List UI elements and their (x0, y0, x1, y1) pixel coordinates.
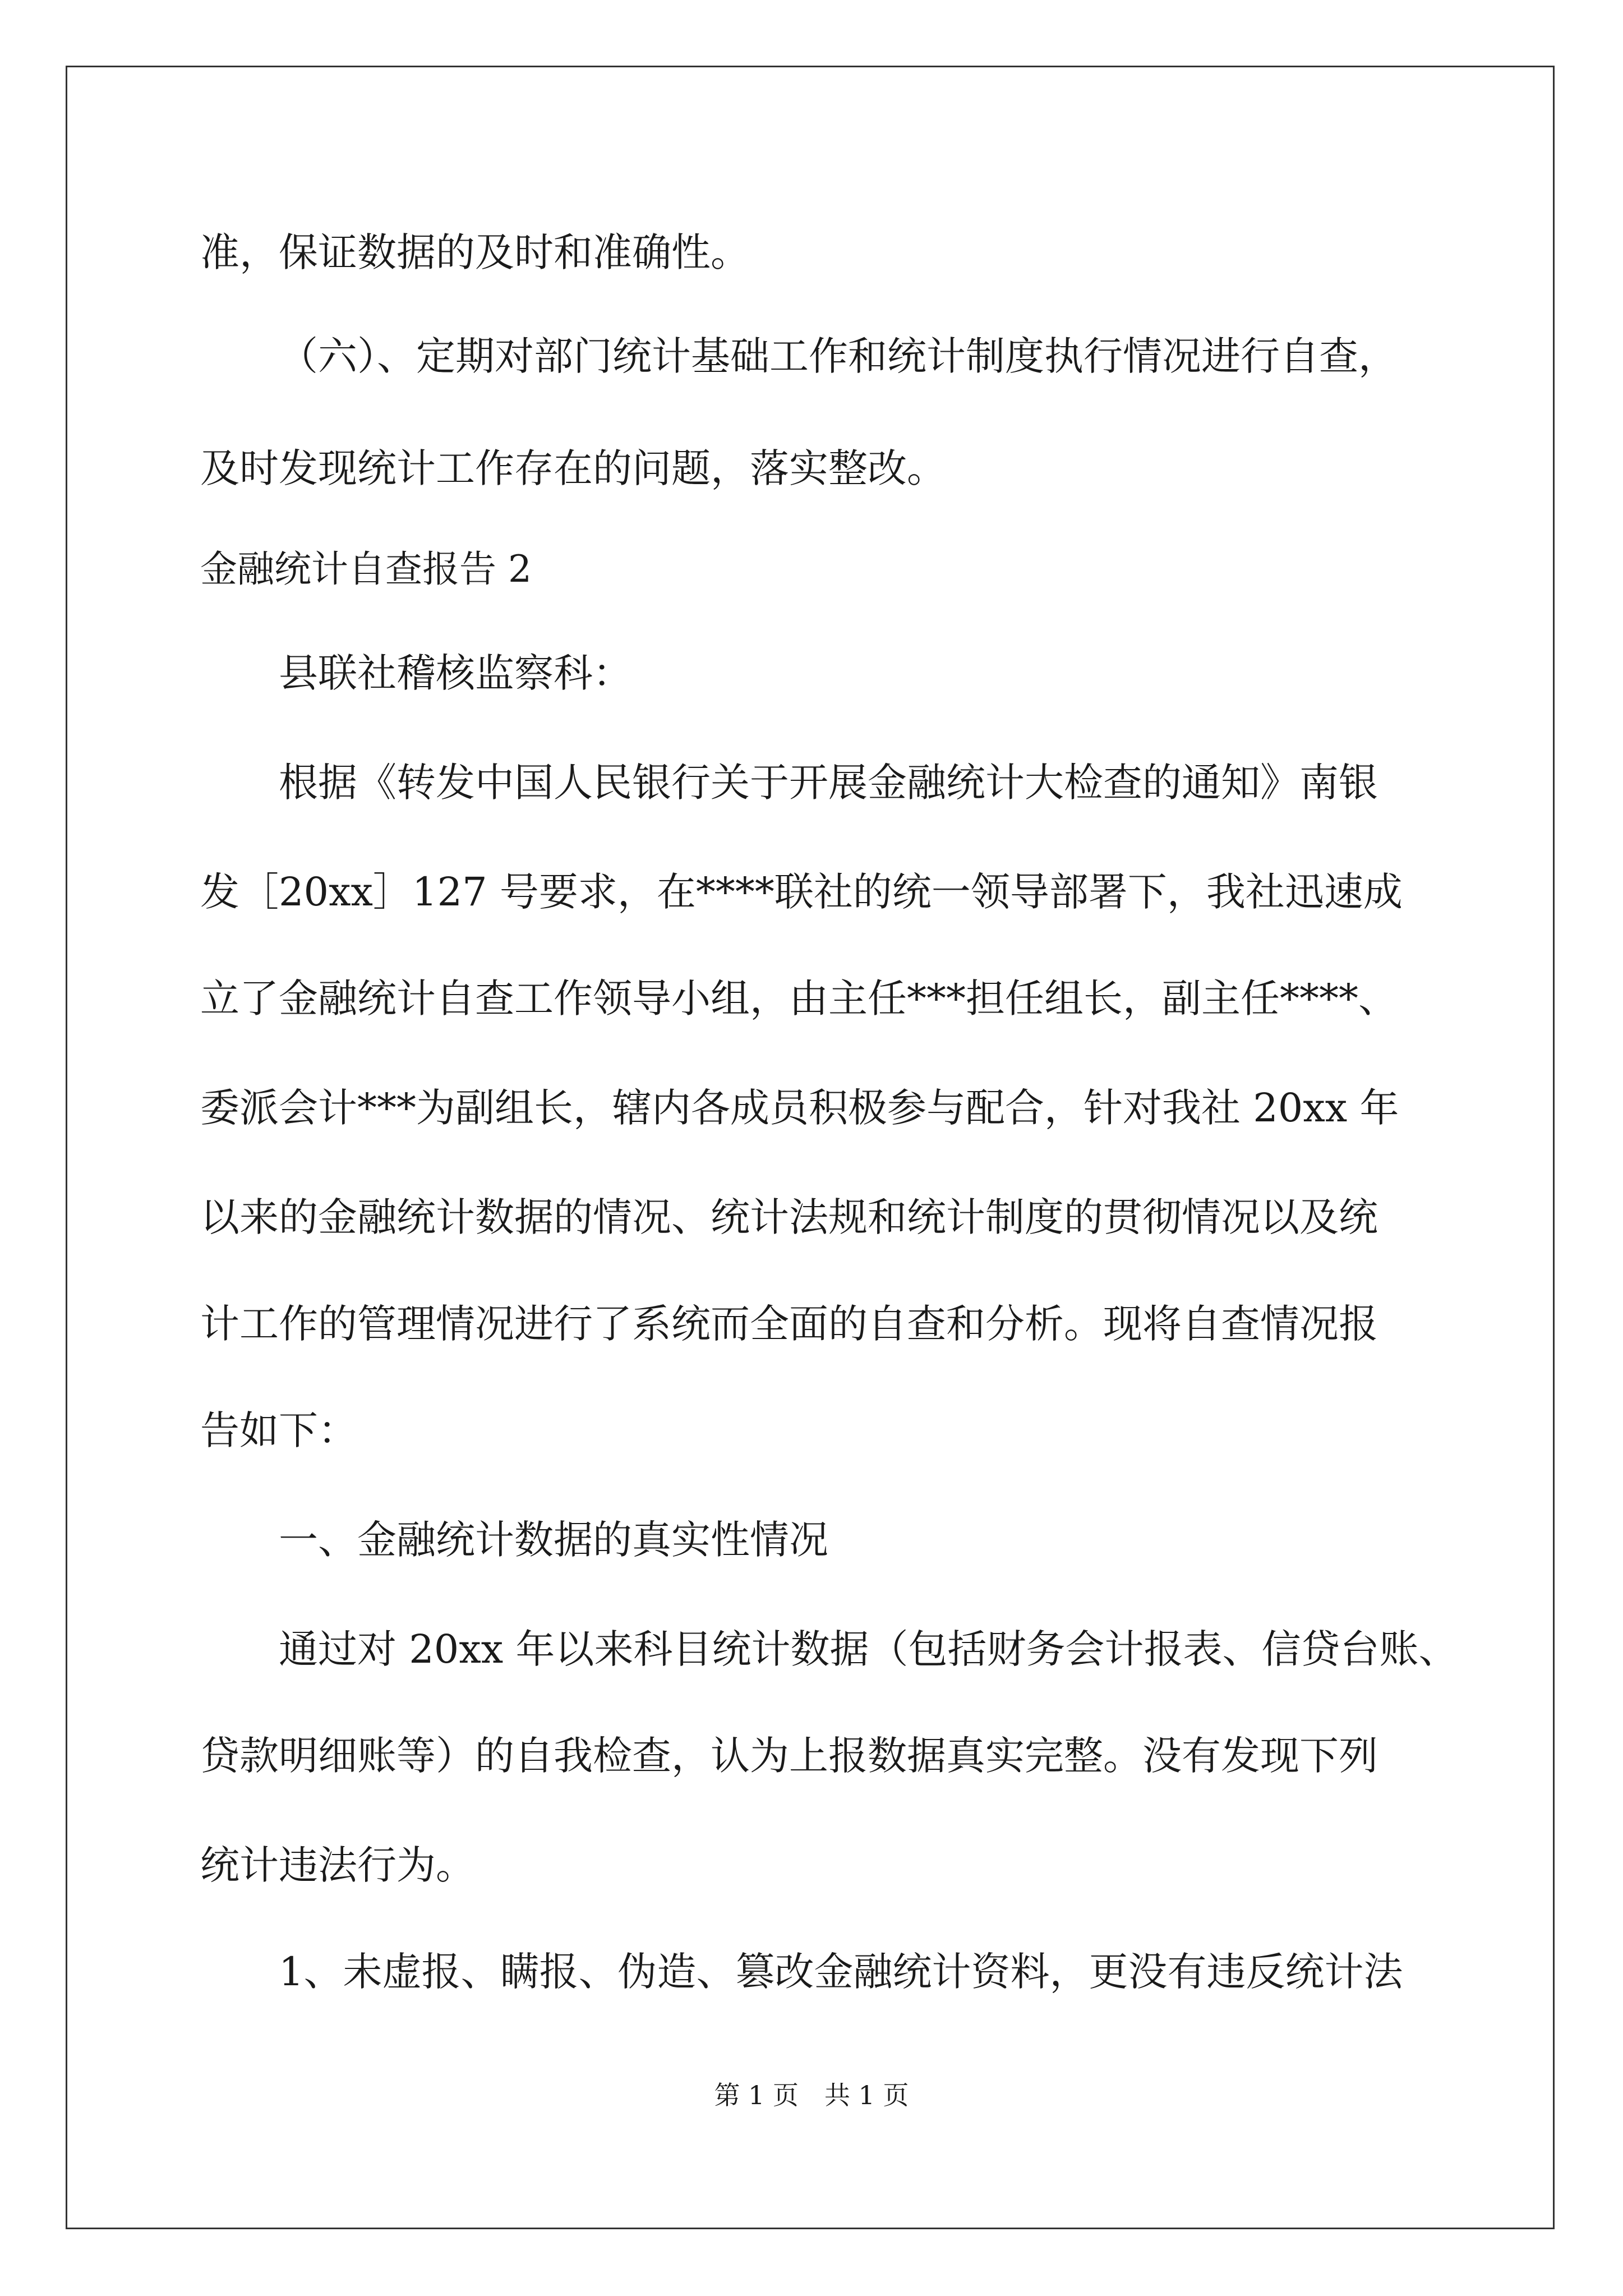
text-line: 委派会计***为副组长，辖内各成员积极参与配合，针对我社 20xx 年 (200, 1085, 1399, 1131)
text-line: 计工作的管理情况进行了系统而全面的自查和分析。现将自查情况报 (200, 1301, 1378, 1347)
text-line: 告如下： (200, 1407, 357, 1453)
page-number-footer: 第 1 页 共 1 页 (714, 2080, 909, 2110)
text-line: 统计违法行为。 (200, 1842, 475, 1888)
text-line: 贷款明细账等）的自我检查，认为上报数据真实完整。没有发现下列 (200, 1733, 1378, 1779)
subsection-heading: 一、金融统计数据的真实性情况 (279, 1517, 828, 1563)
text-line: 1、未虚报、瞒报、伪造、篡改金融统计资料，更没有违反统计法 (279, 1949, 1403, 1995)
text-line: 立了金融统计自查工作领导小组，由主任***担任组长，副主任****、 (200, 976, 1398, 1022)
text-line: 根据《转发中国人民银行关于开展金融统计大检查的通知》南银 (279, 760, 1378, 806)
text-line: 及时发现统计工作存在的问题，落实整改。 (200, 445, 946, 491)
text-line: 发［20xx］127 号要求，在****联社的统一领导部署下，我社迅速成 (200, 869, 1403, 915)
salutation: 县联社稽核监察科： (279, 650, 632, 696)
page-border (66, 66, 1555, 2229)
text-line: 通过对 20xx 年以来科目统计数据（包括财务会计报表、信贷台账、 (279, 1626, 1458, 1672)
text-line: 准，保证数据的及时和准确性。 (200, 229, 750, 275)
text-line: 以来的金融统计数据的情况、统计法规和统计制度的贯彻情况以及统 (200, 1194, 1378, 1240)
section-heading: 金融统计自查报告 2 (200, 547, 532, 591)
text-line: （六）、定期对部门统计基础工作和统计制度执行情况进行自查， (279, 333, 1398, 379)
